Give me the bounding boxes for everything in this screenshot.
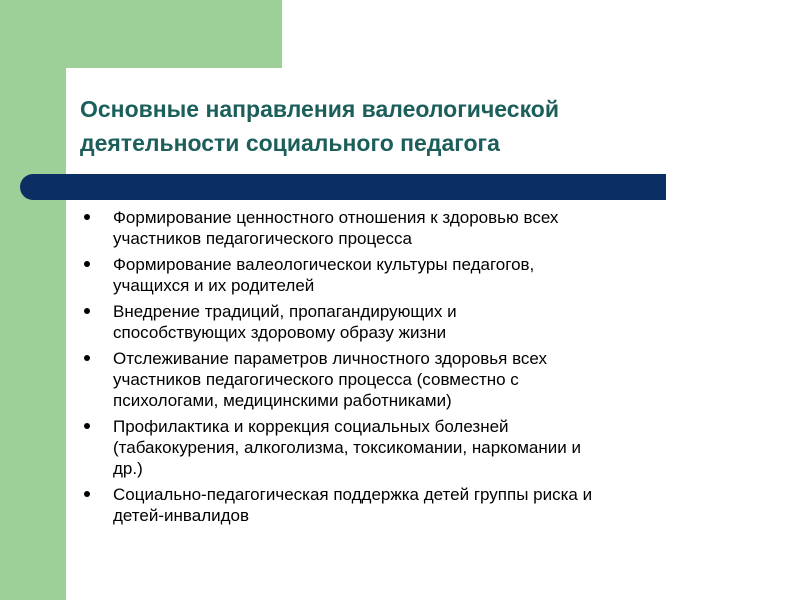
bullet-text-line: способствующих здоровому образу жизни bbox=[113, 323, 447, 342]
bullet-text-line: Внедрение традиций, пропагандирующих и bbox=[113, 302, 457, 321]
bullet-text-line: Отслеживание параметров личностного здоровья всех bbox=[113, 349, 548, 368]
slide-title bbox=[80, 92, 760, 160]
bullet-dot-icon bbox=[84, 261, 90, 267]
bullet-text-line: учащихся и их родителей bbox=[113, 276, 315, 295]
bullet-item bbox=[82, 254, 762, 296]
bullet-dot-icon bbox=[84, 214, 90, 220]
slide-title-line-1: Основные направления валеологической bbox=[80, 96, 559, 122]
bullet-text-line: Формирование валеологическои культуры педагогов, bbox=[113, 255, 535, 274]
bullet-dot-icon bbox=[84, 423, 90, 429]
decor-green-top bbox=[0, 0, 282, 68]
bullet-dot-icon bbox=[84, 308, 90, 314]
bullet-item bbox=[82, 484, 762, 526]
bullet-item bbox=[82, 207, 762, 249]
decor-green-left bbox=[0, 0, 66, 600]
bullet-text-line: Профилактика и коррекция социальных болезней bbox=[113, 417, 509, 436]
bullet-dot-icon bbox=[84, 355, 90, 361]
bullet-item bbox=[82, 416, 762, 479]
bullet-text-line: (табакокурения, алкоголизма, токсикомании, наркомании и bbox=[113, 438, 581, 457]
bullet-text-line: участников педагогического процесса (совместно с bbox=[113, 370, 519, 389]
bullet-text-line: психологами, медицинскими работниками) bbox=[113, 391, 452, 410]
bullet-dot-icon bbox=[84, 491, 90, 497]
bullet-item bbox=[82, 301, 762, 343]
bullet-text-line: др.) bbox=[113, 459, 143, 478]
bullet-text-line: детей-инвалидов bbox=[113, 506, 250, 525]
title-divider-bar bbox=[20, 174, 666, 200]
bullet-list bbox=[82, 207, 762, 531]
bullet-text-line: участников педагогического процесса bbox=[113, 229, 412, 248]
slide-title-line-2: деятельности социального педагога bbox=[80, 130, 500, 156]
bullet-text-line: Формирование ценностного отношения к здоровью всех bbox=[113, 208, 559, 227]
bullet-item bbox=[82, 348, 762, 411]
bullet-text-line: Социально-педагогическая поддержка детей группы риска и bbox=[113, 485, 593, 504]
